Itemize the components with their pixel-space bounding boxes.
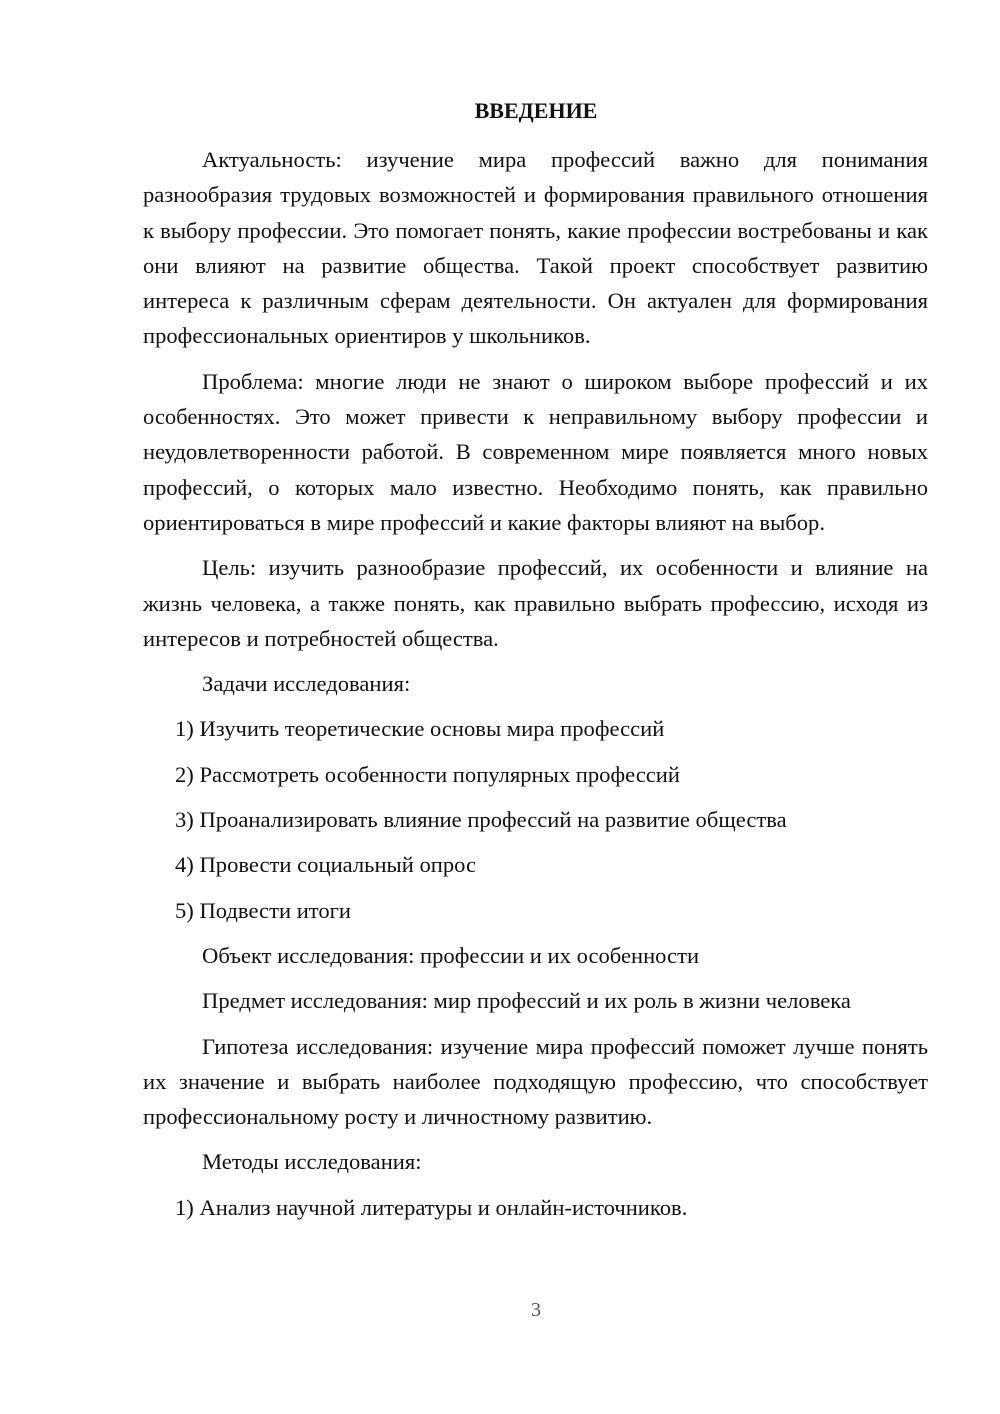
problem-paragraph: Проблема: многие люди не знают о широком выборе профессий и их особенностях. Это может привести к неправильному выбору профессии и неудовлетворенности работой. В современном мире появляется много новых профессий, о которых мало известно. Необходимо понять, как правильно ориентироваться в мире профессий и какие факторы влияют на выбор. <box>143 368 928 535</box>
methods-heading: Методы исследования: <box>202 1149 422 1175</box>
object-paragraph: Объект исследования: профессии и их особенности <box>202 942 700 968</box>
document-body <box>143 142 928 1235</box>
page-title: ВВЕДЕНИЕ <box>474 98 598 123</box>
page-number: 3 <box>531 1299 541 1321</box>
hypothesis-paragraph: Гипотеза исследования: изучение мира профессий поможет лучше понять их значение и выбрать наиболее подходящую профессию, что способствует профессиональному росту и личностному развитию. <box>143 1033 928 1130</box>
list-item: 1) Изучить теоретические основы мира профессий <box>175 716 665 742</box>
list-item: 3) Проанализировать влияние профессий на развитие общества <box>175 807 787 833</box>
methods-list <box>143 1190 928 1225</box>
tasks-heading: Задачи исследования: <box>202 671 411 697</box>
relevance-paragraph: Актуальность: изучение мира профессий важно для понимания разнообразия трудовых возможностей и формирования правильного отношения к выбору профессии. Это помогает понять, какие профессии востребованы и как они влияют на развитие общества. Такой проект способствует развитию интереса к различным сферам деятельности. Он актуален для формирования профессиональных ориентиров у школьников. <box>143 147 928 349</box>
tasks-list <box>143 711 928 927</box>
list-item: 1) Анализ научной литературы и онлайн-источников. <box>175 1194 688 1220</box>
subject-paragraph: Предмет исследования: мир профессий и их роль в жизни человека <box>202 988 851 1014</box>
goal-paragraph: Цель: изучить разнообразие профессий, их особенности и влияние на жизнь человека, а также понять, как правильно выбрать профессию, исходя из интересов и потребностей общества. <box>143 555 928 651</box>
list-item: 5) Подвести итоги <box>175 897 352 923</box>
list-item: 2) Рассмотреть особенности популярных профессий <box>175 761 680 787</box>
list-item: 4) Провести социальный опрос <box>175 852 477 878</box>
